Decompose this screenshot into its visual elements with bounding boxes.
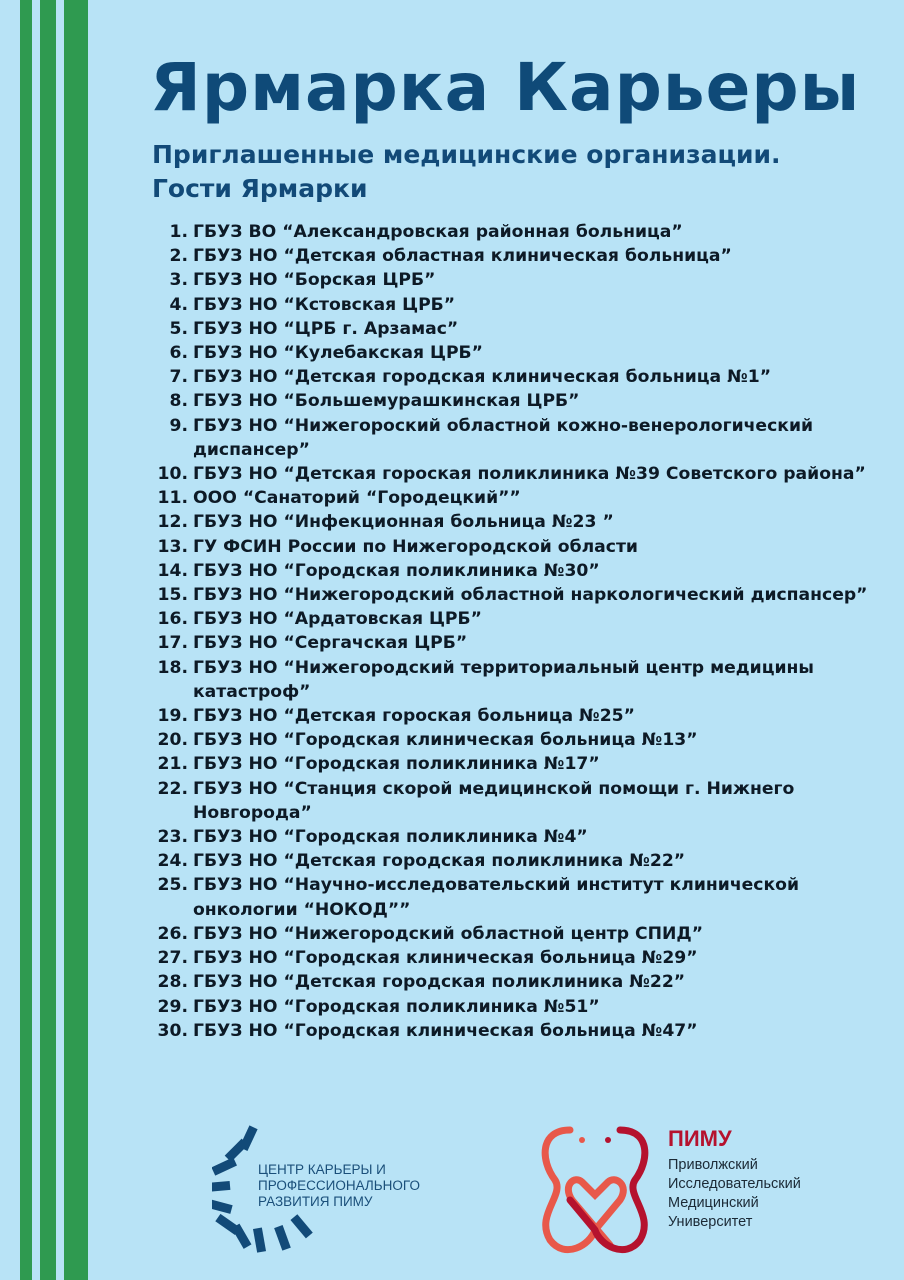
career-center-logo bbox=[212, 1124, 452, 1256]
item-number: 13. bbox=[157, 536, 188, 557]
organization-name: ГБУЗ НО “Станция скорой медицинской помощи г. Нижнего Новгорода” bbox=[193, 778, 795, 823]
list-item bbox=[150, 268, 890, 292]
list-item bbox=[150, 631, 890, 655]
organization-name: ГБУЗ НО “Нижегородский территориальный центр медицины катастроф” bbox=[193, 657, 814, 702]
list-item bbox=[150, 752, 890, 776]
list-item bbox=[150, 293, 890, 317]
list-item bbox=[150, 607, 890, 631]
item-number: 1. bbox=[169, 222, 188, 242]
item-number: 19. bbox=[157, 706, 188, 727]
organization-list bbox=[150, 220, 890, 1043]
university-name: Приволжский Исследовательский Медицинский Университет bbox=[668, 1157, 801, 1230]
subtitle-line: Гости Ярмарки bbox=[152, 174, 368, 203]
career-center-name: ЦЕНТР КАРЬЕРЫ И ПРОФЕССИОНАЛЬНОГО РАЗВИТИЯ ПИМУ bbox=[258, 1162, 420, 1209]
item-number: 5. bbox=[169, 318, 188, 339]
item-number: 27. bbox=[157, 948, 188, 969]
item-number: 25. bbox=[157, 875, 188, 896]
item-number: 10. bbox=[157, 464, 188, 485]
list-item bbox=[150, 995, 890, 1019]
subtitle-line: Приглашенные медицинские организации. bbox=[152, 140, 781, 169]
item-number: 23. bbox=[157, 827, 188, 848]
organization-name: ГБУЗ НО “Большемурашкинская ЦРБ” bbox=[193, 391, 580, 412]
snakes-heart-logo-icon bbox=[530, 1120, 660, 1260]
organization-name: ГБУЗ НО “Городская клиническая больница №29” bbox=[193, 948, 698, 969]
item-number: 8. bbox=[169, 391, 188, 412]
item-number: 11. bbox=[157, 488, 188, 509]
list-item bbox=[150, 704, 890, 728]
organization-name: ГБУЗ НО “Ардатовская ЦРБ” bbox=[193, 609, 482, 630]
item-number: 2. bbox=[169, 246, 188, 267]
organization-name: ГБУЗ НО “Инфекционная больница №23 ” bbox=[193, 512, 614, 533]
list-item bbox=[150, 510, 890, 534]
organization-name: ГБУЗ НО “Детская областная клиническая больница” bbox=[193, 246, 732, 267]
list-item bbox=[150, 220, 890, 244]
organization-name: ГБУЗ НО “Научно-исследовательский институт клинической онкологии “НОКОД”” bbox=[193, 875, 800, 920]
organization-name: ГБУЗ НО “ЦРБ г. Арзамас” bbox=[193, 318, 459, 339]
item-number: 28. bbox=[157, 972, 188, 993]
item-number: 12. bbox=[157, 512, 188, 533]
organization-name: ГБУЗ НО “Кстовская ЦРБ” bbox=[193, 294, 456, 315]
list-item bbox=[150, 486, 890, 510]
item-number: 24. bbox=[157, 851, 188, 872]
list-item bbox=[150, 462, 890, 486]
list-item bbox=[150, 728, 890, 752]
item-number: 9. bbox=[169, 415, 188, 436]
organization-name: ООО “Санаторий “Городецкий”” bbox=[193, 488, 521, 509]
organization-name: ГБУЗ НО “Городская поликлиника №51” bbox=[193, 996, 600, 1017]
list-item bbox=[150, 849, 890, 873]
item-number: 15. bbox=[157, 585, 188, 606]
item-number: 16. bbox=[157, 609, 188, 630]
item-number: 7. bbox=[169, 367, 188, 388]
list-item bbox=[150, 414, 890, 462]
list-item bbox=[150, 244, 890, 268]
list-item bbox=[150, 970, 890, 994]
list-item bbox=[150, 535, 890, 559]
radial-bars-icon bbox=[284, 1208, 320, 1244]
organization-name: ГБУЗ НО “Сергачская ЦРБ” bbox=[193, 633, 468, 654]
item-number: 17. bbox=[157, 633, 188, 654]
list-item bbox=[150, 583, 890, 607]
page-title: Ярмарка Карьеры bbox=[150, 49, 861, 126]
list-item bbox=[150, 1019, 890, 1043]
item-number: 14. bbox=[157, 560, 188, 581]
list-item bbox=[150, 873, 890, 921]
organization-name: ГБУЗ НО “Городская клиническая больница №13” bbox=[193, 730, 698, 751]
organization-name: ГБУЗ НО “Городская поликлиника №17” bbox=[193, 754, 600, 775]
list-item bbox=[150, 825, 890, 849]
list-item bbox=[150, 341, 890, 365]
university-abbreviation: ПИМУ bbox=[668, 1126, 732, 1151]
organization-name: ГБУЗ НО “Нижегородский областной наркологический диспансер” bbox=[193, 585, 868, 606]
item-number: 20. bbox=[157, 730, 188, 751]
organization-name: ГБУЗ НО “Детская гороская поликлиника №39 Советского района” bbox=[193, 464, 866, 485]
list-item bbox=[150, 946, 890, 970]
item-number: 18. bbox=[157, 657, 188, 678]
organization-name: ГБУЗ НО “Нижегородский областной центр СПИД” bbox=[193, 923, 704, 944]
page-subtitle bbox=[152, 138, 781, 206]
item-number: 6. bbox=[169, 343, 188, 364]
organization-name: ГБУЗ НО “Городская клиническая больница №47” bbox=[193, 1020, 698, 1041]
item-number: 29. bbox=[157, 996, 188, 1017]
organization-name: ГБУЗ НО “Детская городская поликлиника №22” bbox=[193, 851, 686, 872]
list-item bbox=[150, 777, 890, 825]
organization-name: ГУ ФСИН России по Нижегородской области bbox=[193, 536, 638, 557]
list-item bbox=[150, 389, 890, 413]
item-number: 4. bbox=[169, 294, 188, 315]
item-number: 21. bbox=[157, 754, 188, 775]
organization-name: ГБУЗ НО “Детская гороская больница №25” bbox=[193, 706, 635, 727]
organization-name: ГБУЗ ВО “Александровская районная больница” bbox=[193, 222, 683, 242]
list-item bbox=[150, 922, 890, 946]
list-item bbox=[150, 559, 890, 583]
item-number: 26. bbox=[157, 923, 188, 944]
list-item bbox=[150, 365, 890, 389]
decorative-stripe bbox=[20, 0, 32, 1280]
item-number: 3. bbox=[169, 270, 188, 291]
item-number: 30. bbox=[157, 1020, 188, 1041]
organization-name: ГБУЗ НО “Городская поликлиника №4” bbox=[193, 827, 588, 848]
organization-name: ГБУЗ НО “Детская городская поликлиника №22” bbox=[193, 972, 686, 993]
decorative-stripe bbox=[40, 0, 56, 1280]
organization-name: ГБУЗ НО “Городская поликлиника №30” bbox=[193, 560, 600, 581]
item-number: 22. bbox=[157, 778, 188, 799]
decorative-stripe bbox=[64, 0, 88, 1280]
organization-name: ГБУЗ НО “Детская городская клиническая больница №1” bbox=[193, 367, 772, 388]
organization-name: ГБУЗ НО “Нижегороский областной кожно-венерологический диспансер” bbox=[193, 415, 814, 460]
pimu-logo bbox=[530, 1120, 850, 1260]
organization-name: ГБУЗ НО “Кулебакская ЦРБ” bbox=[193, 343, 483, 364]
list-item bbox=[150, 656, 890, 704]
list-item bbox=[150, 317, 890, 341]
organization-name: ГБУЗ НО “Борская ЦРБ” bbox=[193, 270, 436, 291]
